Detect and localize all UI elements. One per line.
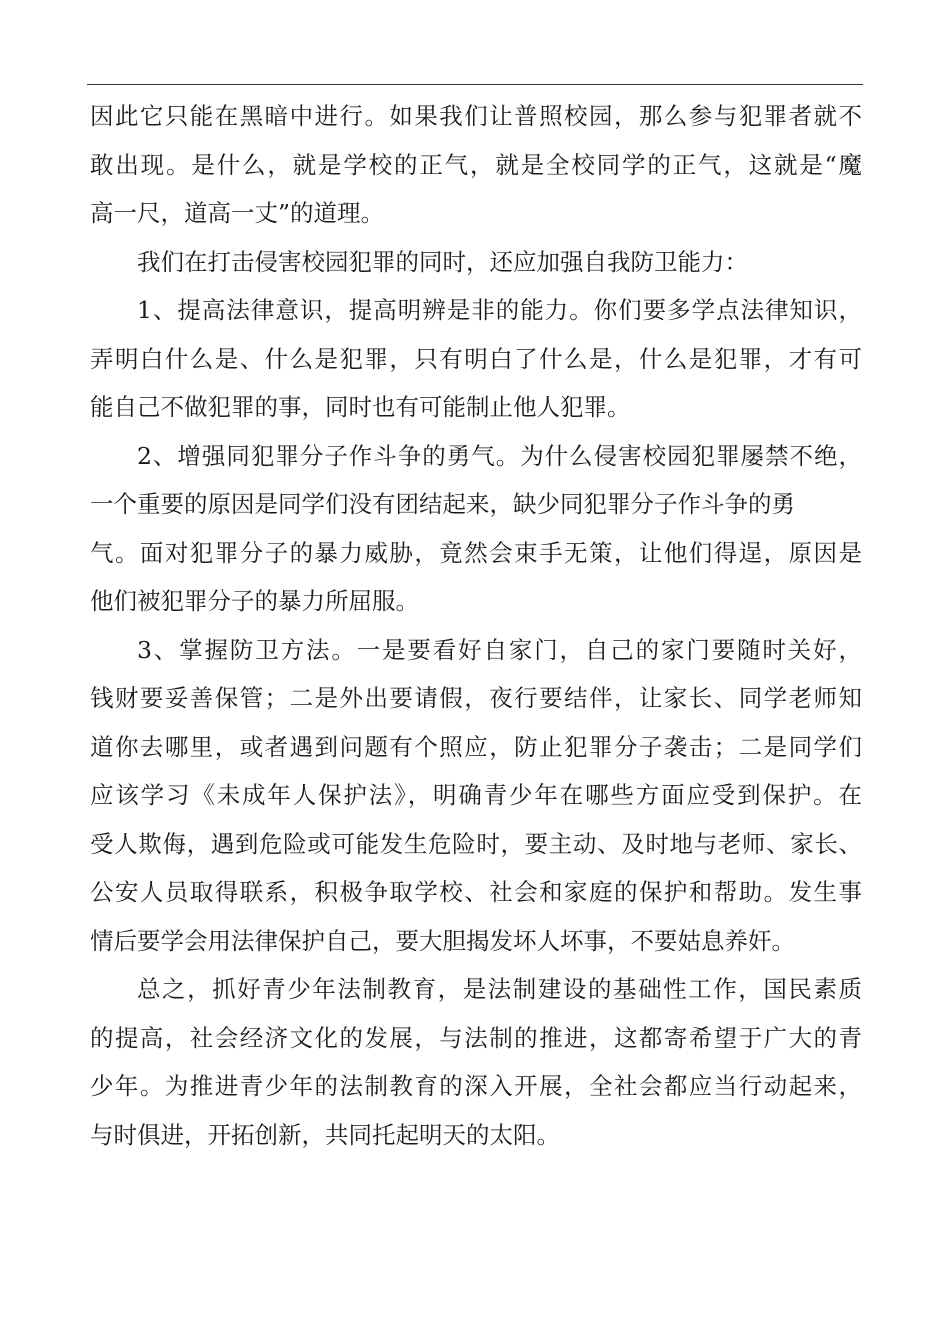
paragraph-first-line: 1、提高法律意识，提高明辨是非的能力。你们要多学点法律知识， <box>137 296 862 324</box>
text-line: 弄明白什么是、什么是犯罪，只有明白了什么是，什么是犯罪，才有可 <box>90 344 862 373</box>
text-line: 高一尺，道高一丈”的道理。 <box>90 199 385 227</box>
text-line: 情后要学会用法律保护自己，要大胆揭发坏人坏事，不要姑息养奸。 <box>90 926 795 955</box>
paragraph-first-line: 我们在打击侵害校园犯罪的同时，还应加强自我防卫能力： <box>137 247 748 276</box>
text-line: 公安人员取得联系，积极争取学校、社会和家庭的保护和帮助。发生事 <box>90 878 862 906</box>
text-line: 敢出现。是什么，就是学校的正气，就是全校同学的正气，这就是“魔 <box>90 150 862 179</box>
text-line: 应该学习《未成年人保护法》，明确青少年在哪些方面应受到保护。在 <box>90 781 862 809</box>
text-line: 气。面对犯罪分子的暴力威胁，竟然会束手无策，让他们得逞，原因是 <box>90 538 862 567</box>
paragraph-first-line: 总之，抓好青少年法制教育，是法制建设的基础性工作，国民素质 <box>137 975 862 1003</box>
text-line: 因此它只能在黑暗中进行。如果我们让普照校园，那么参与犯罪者就不 <box>90 102 862 130</box>
text-line: 的提高，社会经济文化的发展，与法制的推进，这都寄希望于广大的青 <box>90 1023 862 1052</box>
text-line: 道你去哪里，或者遇到问题有个照应，防止犯罪分子袭击；二是同学们 <box>90 732 862 761</box>
text-line: 受人欺侮，遇到危险或可能发生危险时，要主动、及时地与老师、家长、 <box>90 829 862 858</box>
text-line: 与时俱进，开拓创新，共同托起明天的太阳。 <box>90 1120 560 1149</box>
paragraph-first-line: 3、掌握防卫方法。一是要看好自家门，自己的家门要随时关好， <box>137 635 862 664</box>
text-line: 他们被犯罪分子的暴力所屈服。 <box>90 587 419 615</box>
text-line: 一个重要的原因是同学们没有团结起来，缺少同犯罪分子作斗争的勇 <box>90 490 795 518</box>
text-line: 少年。为推进青少年的法制教育的深入开展，全社会都应当行动起来， <box>90 1072 862 1100</box>
text-line: 能自己不做犯罪的事，同时也有可能制止他人犯罪。 <box>90 393 631 421</box>
paragraph-first-line: 2、增强同犯罪分子作斗争的勇气。为什么侵害校园犯罪屡禁不绝， <box>137 441 862 470</box>
header-rule <box>87 84 863 85</box>
document-body <box>90 92 862 1159</box>
text-line: 钱财要妥善保管；二是外出要请假，夜行要结伴，让家长、同学老师知 <box>90 684 862 712</box>
